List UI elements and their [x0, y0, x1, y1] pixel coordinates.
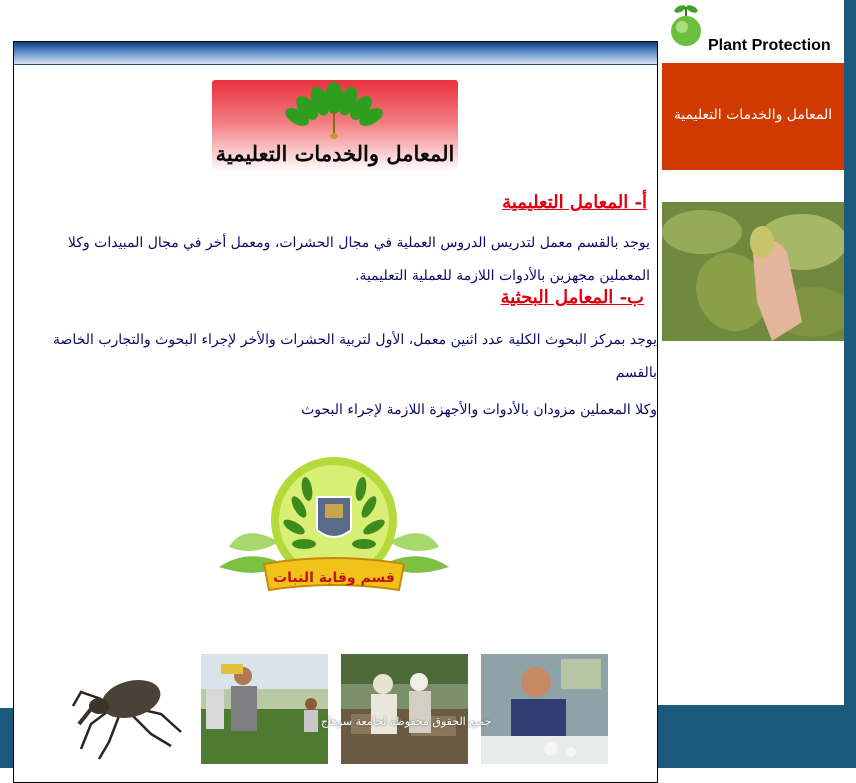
page-frame-bottom-right	[657, 705, 856, 768]
emblem-ribbon-text: قسم وقاية النبات	[273, 570, 395, 586]
globe-plant-logo-icon	[668, 3, 704, 47]
section-heading-teaching-labs: أ- المعامل التعليمية	[502, 192, 647, 213]
panel-header-bar	[14, 42, 657, 65]
banner-title: المعامل والخدمات التعليمية	[215, 141, 455, 166]
content-panel	[13, 41, 658, 783]
photo-beekeeping	[341, 654, 468, 764]
photo-field-spraying	[201, 654, 328, 764]
department-emblem	[209, 452, 459, 602]
sidebar-menu	[662, 63, 844, 170]
sidebar-item-labs-services[interactable]: المعامل والخدمات التعليمية	[673, 107, 833, 123]
page-banner	[212, 80, 458, 172]
photo-weevil	[61, 654, 188, 764]
plant-fan-logo-icon	[284, 82, 384, 140]
footer-copyright: جميع الحقوق محفوظة لجامعة سوهاج	[321, 715, 492, 728]
site-brand-title[interactable]: Plant Protection	[708, 37, 831, 54]
section-heading-research-labs: ب- المعامل البحثية	[500, 287, 644, 308]
sidebar-photo-hand-plant	[662, 202, 844, 341]
section-paragraph-teaching-labs: يوجد بالقسم معمل لتدريس الدروس العملية في مجال الحشرات، ومعمل أخر في مجال المبيدات وكلا المعملين مجهزين بالأدوات اللازمة للعملية التعليمية.	[67, 235, 650, 284]
photo-lab-researcher	[481, 654, 608, 764]
page-frame-bottom-left	[0, 708, 14, 768]
section-paragraph-research-labs: يوجد بمركز البحوث الكلية عدد اثنين معمل، الأول لتربية الحشرات والأخر لإجراء البحوث والتجارب الخاصة بالقسم	[53, 332, 657, 381]
section-paragraph-research-equipment: وكلا المعملين مزودان بالأدوات والأجهزة اللازمة لإجراء البحوث	[301, 402, 657, 418]
page-frame-right	[844, 0, 856, 768]
